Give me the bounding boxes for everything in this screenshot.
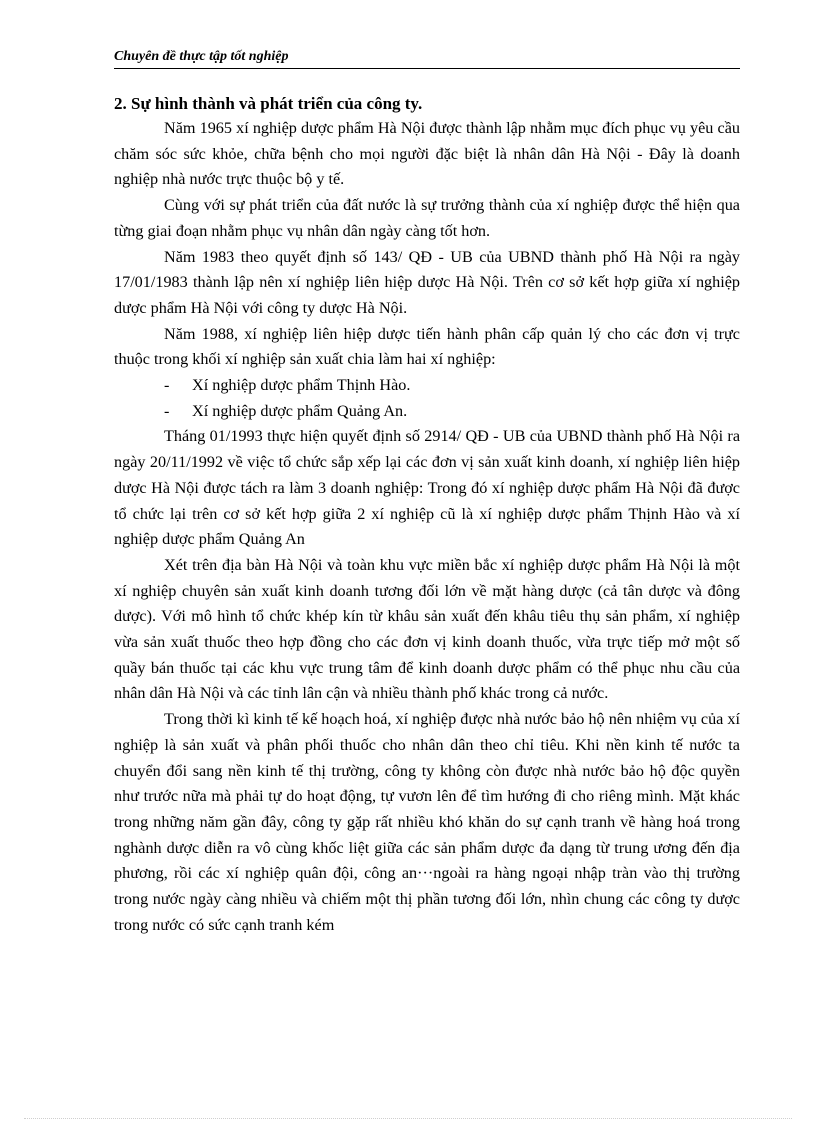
list-item — [114, 373, 740, 399]
paragraph: Năm 1983 theo quyết định số 143/ QĐ - UB của UBND thành phố Hà Nội ra ngày 17/01/1983 thành lập nên xí nghiệp liên hiệp dược Hà Nội. Trên cơ sở kết hợp giữa xí nghiệp dược phẩm Hà Nội với công ty dược Hà Nội. — [114, 247, 740, 317]
list-item — [114, 399, 740, 425]
paragraph: Năm 1988, xí nghiệp liên hiệp dược tiến hành phân cấp quản lý cho các đơn vị trực thuộc trong khối xí nghiệp sản xuất chia làm hai xí nghiệp: — [114, 324, 740, 369]
page-bottom-border — [24, 1118, 792, 1119]
paragraph: Cùng với sự phát triển của đất nước là sự trưởng thành của xí nghiệp được thể hiện qua từng giai đoạn nhằm phục vụ nhân dân ngày càng tốt hơn. — [114, 196, 740, 240]
paragraph: Tháng 01/1993 thực hiện quyết định số 2914/ QĐ - UB của UBND thành phố Hà Nội ra ngày 20/11/1992 về việc tổ chức sắp xếp lại các đơn vị sản xuất kinh doanh, xí nghiệp liên hiệp dược Hà Nội được tách ra làm 3 doanh nghiệp: Trong đó xí nghiệp dược phẩm Hà Nội đã được tổ chức lại trên cơ sở kết hợp giữa 2 xí nghiệp cũ là xí nghiệp dược phẩm Thịnh Hào và xí nghiệp dược phẩm Quảng An — [114, 427, 740, 549]
section-heading: 2. Sự hình thành và phát triển của công ty. — [114, 94, 423, 113]
list-item-text: Xí nghiệp dược phẩm Quảng An. — [192, 401, 408, 420]
list-dash: - — [164, 376, 170, 395]
header-title: Chuyên đề thực tập tốt nghiệp — [114, 49, 289, 64]
document-body — [114, 116, 740, 939]
list-item-text: Xí nghiệp dược phẩm Thịnh Hào. — [192, 376, 411, 395]
page-header — [114, 48, 740, 69]
paragraph: Xét trên địa bàn Hà Nội và toàn khu vực miền bắc xí nghiệp dược phẩm Hà Nội là một xí nghiệp chuyên sản xuất kinh doanh tương đối lớn về mặt hàng dược (cả tân dược và đông dược). Với mô hình tổ chức khép kín từ khâu sản xuất đến khâu tiêu thụ sản phẩm, xí nghiệp vừa sản xuất thuốc theo hợp đồng cho các đơn vị kinh doanh thuốc, vừa trực tiếp mở một số quầy bán thuốc tại các khu vực trung tâm để kinh doanh dược phẩm có thể phục nhu cầu của nhân dân Hà Nội và các tỉnh lân cận và nhiều thành phố khác trong cả nước. — [114, 555, 740, 703]
list-dash: - — [164, 401, 170, 420]
paragraph: Trong thời kì kinh tế kế hoạch hoá, xí nghiệp được nhà nước bảo hộ nên nhiệm vụ của xí nghiệp là sản xuất và phân phối thuốc cho nhân dân theo chỉ tiêu. Khi nền kinh tế nước ta chuyển đổi sang nền kinh tế thị trường, công ty không còn được nhà nước bảo hộ độc quyền như trước nữa mà phải tự do hoạt động, tự vươn lên để tìm hướng đi cho riêng mình. Mặt khác trong những năm gần đây, công ty gặp rất nhiều khó khăn do sự cạnh tranh về hàng hoá trong nghành dược diễn ra vô cùng khốc liệt giữa các sản phẩm dược đa dạng từ trung ương đến địa phương, rồi các xí nghiệp quân đội, công an···ngoài ra hàng ngoại nhập tràn vào thị trường trong nước ngày càng nhiều và chiếm một thị phần tương đối lớn, nhìn chung các công ty dược trong nước có sức cạnh tranh kém — [114, 710, 740, 934]
paragraph: Năm 1965 xí nghiệp dược phẩm Hà Nội được thành lập nhằm mục đích phục vụ yêu cầu chăm sóc sức khỏe, chữa bệnh cho mọi người đặc biệt là nhân dân Hà Nội - Đây là doanh nghiệp nhà nước trực thuộc bộ y tế. — [114, 119, 740, 189]
